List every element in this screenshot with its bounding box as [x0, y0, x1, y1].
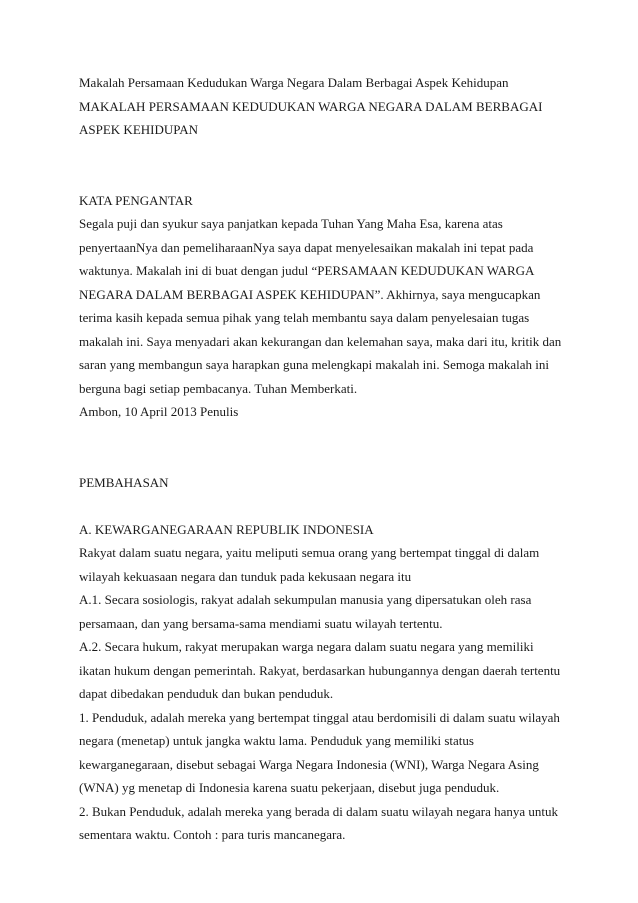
discussion-line: sementara waktu. Contoh : para turis mancanegara. [79, 827, 346, 842]
preface-line: terima kasih kepada semua pihak yang telah membantu saya dalam penyelesaian tugas [79, 310, 530, 325]
spacer [79, 142, 579, 189]
spacer [79, 424, 579, 471]
discussion-line: 2. Bukan Penduduk, adalah mereka yang berada di dalam suatu wilayah negara hanya untuk [79, 803, 559, 819]
preface-line: makalah ini. Saya menyadari akan kekurangan dan kelemahan saya, maka dari itu, kritik dan [79, 333, 562, 349]
discussion-line: ikatan hukum dengan pemerintah. Rakyat, berdasarkan hubungannya dengan daerah tertentu [79, 662, 561, 678]
preface-line: saran yang membangun saya harapkan guna melengkapi makalah ini. Semoga makalah ini [79, 357, 550, 372]
discussion-line: (WNA) yg menetap di Indonesia karena suatu pekerjaan, disebut juga penduduk. [79, 780, 500, 795]
preface-line: penyertaanNya dan pemeliharaanNya saya dapat menyelesaikan makalah ini tepat pada [79, 239, 534, 255]
document-body [79, 71, 579, 847]
preface-line: Segala puji dan syukur saya panjatkan kepada Tuhan Yang Maha Esa, karena atas [79, 216, 503, 231]
discussion-line: kewarganegaraan, disebut sebagai Warga Negara Indonesia (WNI), Warga Negara Asing [79, 756, 539, 772]
section-a-heading: A. KEWARGANEGARAAN REPUBLIK INDONESIA [79, 521, 374, 537]
discussion-line: negara (menetap) untuk jangka waktu lama. Penduduk yang memiliki status [79, 733, 474, 748]
discussion-line: persamaan, dan yang bersama-sama mendiami suatu wilayah tertentu. [79, 615, 443, 631]
preface-line: berguna bagi setiap pembacanya. Tuhan Memberkati. [79, 380, 358, 396]
preface-line: waktunya. Makalah ini di buat dengan judul “PERSAMAAN KEDUDUKAN WARGA [79, 263, 535, 278]
discussion-line: 1. Penduduk, adalah mereka yang bertempat tinggal atau berdomisili di dalam suatu wilayah [79, 709, 560, 725]
preface-signature: Ambon, 10 April 2013 Penulis [79, 404, 239, 419]
title-line-2: ASPEK KEHIDUPAN [79, 122, 199, 137]
discussion-line: wilayah kekuasaan negara dan tunduk pada kekusaan negara itu [79, 568, 412, 584]
discussion-line: Rakyat dalam suatu negara, yaitu meliputi semua orang yang bertempat tinggal di dalam [79, 545, 540, 560]
discussion-line: A.2. Secara hukum, rakyat merupakan warga negara dalam suatu negara yang memiliki [79, 639, 534, 654]
discussion-heading: PEMBAHASAN [79, 474, 169, 490]
preface-line: NEGARA DALAM BERBAGAI ASPEK KEHIDUPAN”. Akhirnya, saya mengucapkan [79, 286, 541, 302]
discussion-line: A.1. Secara sosiologis, rakyat adalah sekumpulan manusia yang dipersatukan oleh rasa [79, 592, 532, 607]
discussion-line: dapat dibedakan penduduk dan bukan penduduk. [79, 686, 334, 701]
title-line-1: MAKALAH PERSAMAAN KEDUDUKAN WARGA NEGARA DALAM BERBAGAI [79, 98, 543, 114]
preface-heading: KATA PENGANTAR [79, 192, 193, 208]
spacer [79, 494, 579, 518]
header-line: Makalah Persamaan Kedudukan Warga Negara Dalam Berbagai Aspek Kehidupan [79, 75, 509, 90]
